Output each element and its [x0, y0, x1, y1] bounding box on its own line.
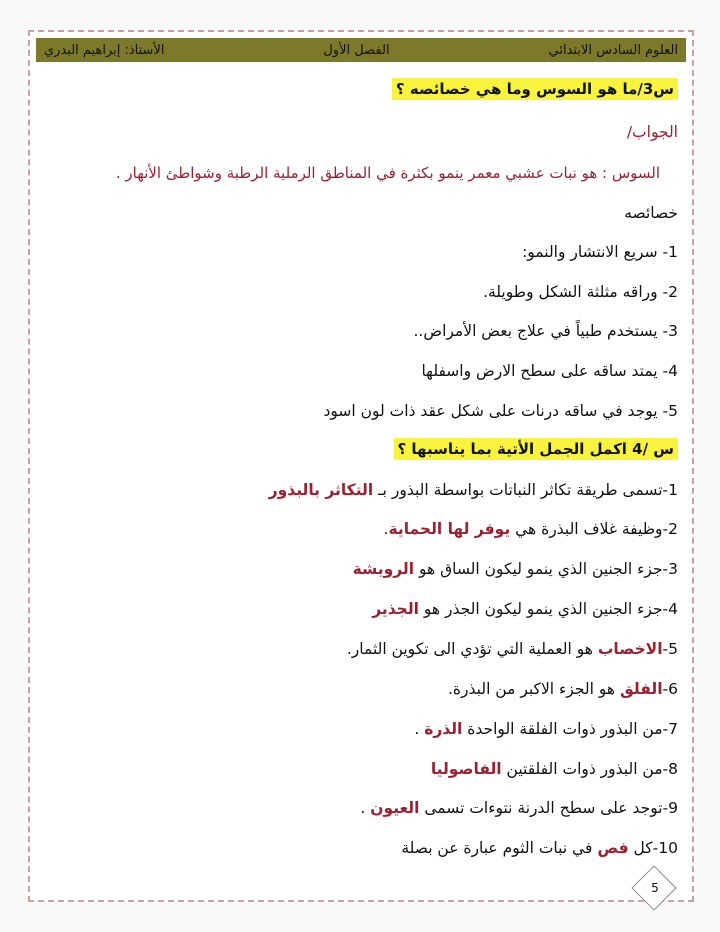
property-item: 5- يوجد في ساقه درنات على شكل عقد ذات لون اسود	[323, 402, 678, 420]
property-item: 4- يمتد ساقه على سطح الارض واسفلها	[421, 362, 678, 380]
fill-item: 6-الفلق هو الجزء الاكبر من البذرة.	[448, 680, 678, 698]
worksheet-page	[28, 30, 694, 902]
fill-item: 7-من البذور ذوات الفلقة الواحدة الذرة .	[414, 720, 678, 738]
fill-item: 2-وظيفة غلاف البذرة هي يوفر لها الحماية.	[383, 520, 678, 538]
header-bar	[36, 38, 686, 62]
header-teacher: الأستاذ: إبراهيم البدري	[44, 42, 165, 58]
header-subject: العلوم السادس الابتدائي	[548, 42, 678, 58]
page-number: 5	[651, 881, 659, 895]
properties-title: خصائصه	[624, 204, 678, 222]
property-item: 2- وراقه مثلثة الشكل وطويلة.	[483, 283, 678, 301]
question-4: س /4 اكمل الجمل الأتية بما يناسبها ؟	[394, 440, 679, 458]
question-3: س3/ما هو السوس وما هي خصائصه ؟	[392, 80, 678, 98]
answer-label: الجواب/	[626, 123, 678, 141]
page-number-badge	[632, 866, 678, 912]
fill-item: 3-جزء الجنين الذي ينمو ليكون الساق هو الرويشة	[352, 560, 678, 578]
property-item: 1- سريع الانتشار والنمو:	[522, 243, 678, 261]
header-chapter: الفصل الأول	[323, 42, 390, 58]
fill-item: 1-تسمى طريقة تكاثر النباتات بواسطة البذور بـ التكاثر بالبذور	[268, 481, 678, 499]
fill-item: 5-الاخصاب هو العملية التي تؤدي الى تكوين الثمار.	[346, 640, 678, 658]
fill-item: 8-من البذور ذوات الفلقتين الفاصوليا	[430, 760, 678, 778]
property-item: 3- يستخدم طبياً في علاج بعض الأمراض..	[413, 322, 678, 340]
definition: السوس : هو نبات عشبي معمر ينمو بكثرة في المناطق الرملية الرطبة وشواطئ الأنهار .	[115, 164, 660, 182]
fill-item: 4-جزء الجنين الذي ينمو ليكون الجذر هو الجذير	[372, 600, 678, 618]
fill-item: 10-كل فص في نبات الثوم عبارة عن بصلة	[401, 839, 678, 857]
fill-item: 9-توجد على سطح الدرنة نتوءات تسمى العيون .	[360, 799, 678, 817]
